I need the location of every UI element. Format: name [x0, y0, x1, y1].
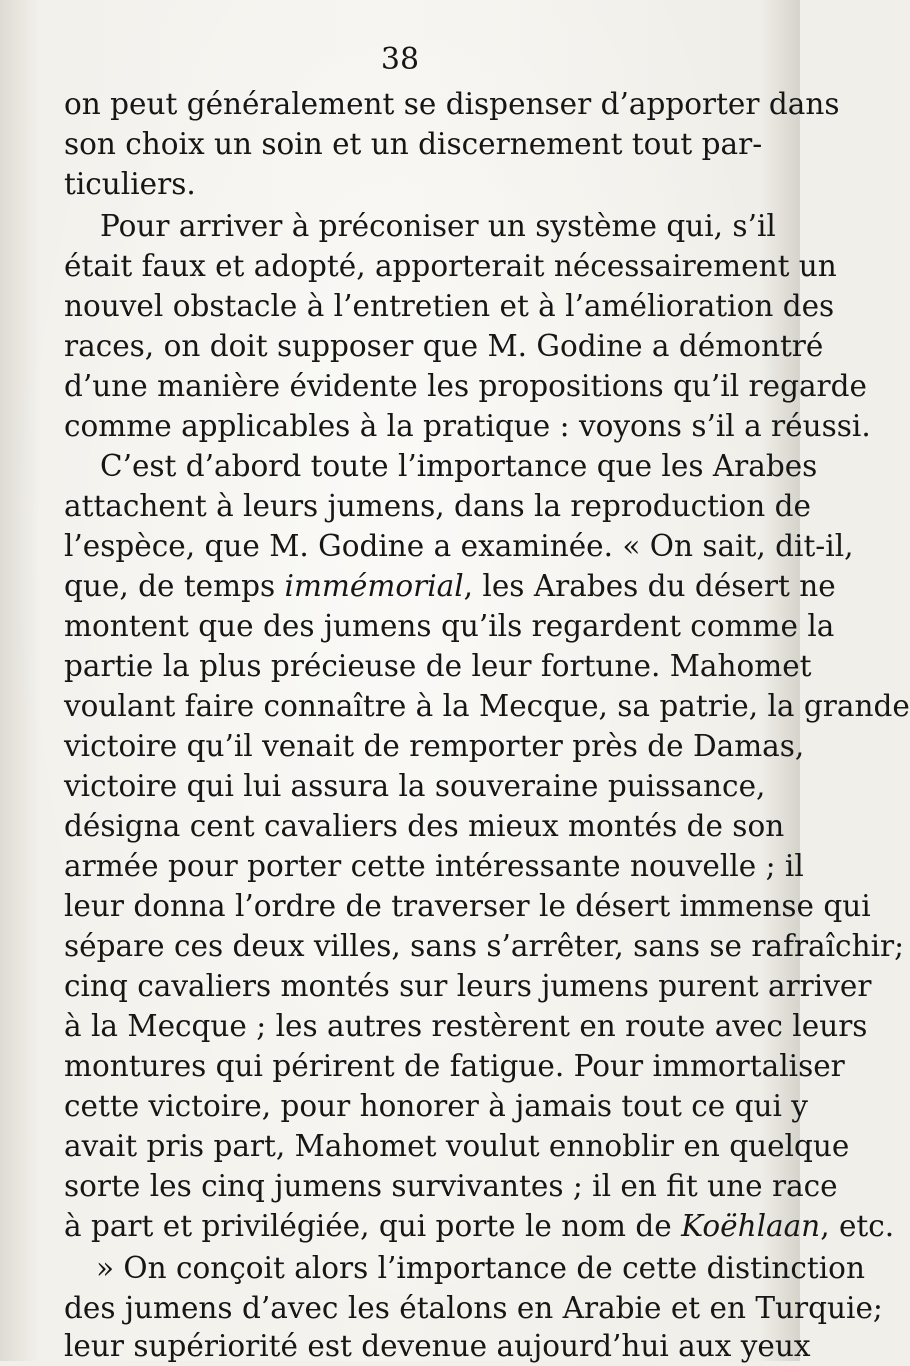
text-line: armée pour porter cette intéressante nouvelle ; il — [64, 849, 804, 883]
text-line: son choix un soin et un discernement tout par- — [64, 127, 763, 161]
text-line: victoire qu’il venait de remporter près de Damas, — [64, 729, 805, 763]
paragraph-start-line: Pour arriver à préconiser un système qui, s’il — [100, 209, 776, 243]
text-line: nouvel obstacle à l’entretien et à l’amélioration des — [64, 289, 835, 323]
text-line-with-italic — [64, 1206, 895, 1246]
text-line: voulant faire connaître à la Mecque, sa patrie, la grande — [64, 689, 910, 723]
text-line: sépare ces deux villes, sans s’arrêter, sans se rafraîchir; — [64, 929, 905, 963]
text-line: ticuliers. — [64, 167, 196, 201]
text-line: on peut généralement se dispenser d’apporter dans — [64, 87, 840, 121]
text-line: races, on doit supposer que M. Godine a démontré — [64, 329, 824, 363]
text-line: avait pris part, Mahomet voulut ennoblir en quelque — [64, 1129, 850, 1163]
text-segment: à part et privilégiée, qui porte le nom de — [64, 1209, 682, 1243]
text-line: d’une manière évidente les propositions qu’il regarde — [64, 369, 867, 403]
text-line-with-italic — [64, 566, 836, 606]
text-line: montent que des jumens qu’ils regardent comme la — [64, 609, 835, 643]
text-line: cette victoire, pour honorer à jamais tout ce qui y — [64, 1089, 808, 1123]
text-segment: que, de temps — [64, 569, 285, 603]
italic-word: immémorial — [284, 569, 464, 603]
text-line: partie la plus précieuse de leur fortune. Mahomet — [64, 649, 812, 683]
text-line: leur supériorité est devenue aujourd’hui aux yeux — [64, 1329, 811, 1363]
text-line: des jumens d’avec les étalons en Arabie et en Turquie; — [64, 1291, 883, 1325]
text-line: était faux et adopté, apporterait nécessairement un — [64, 249, 837, 283]
paragraph-start-line: C’est d’abord toute l’importance que les Arabes — [100, 449, 818, 483]
text-line: désigna cent cavaliers des mieux montés de son — [64, 809, 785, 843]
text-line: leur donna l’ordre de traverser le désert immense qui — [64, 889, 871, 923]
italic-word: Koëhlaan — [681, 1209, 821, 1243]
text-line: attachent à leurs jumens, dans la reproduction de — [64, 489, 811, 523]
text-line: montures qui périrent de fatigue. Pour immortaliser — [64, 1049, 845, 1083]
text-line: l’espèce, que M. Godine a examinée. « On sait, dit-il, — [64, 529, 854, 563]
text-line: victoire qui lui assura la souveraine puissance, — [64, 769, 766, 803]
page-number: 38 — [380, 42, 420, 77]
text-line: sorte les cinq jumens survivantes ; il en fit une race — [64, 1169, 838, 1203]
text-line: comme applicables à la pratique : voyons s’il a réussi. — [64, 409, 871, 443]
text-line: à la Mecque ; les autres restèrent en route avec leurs — [64, 1009, 868, 1043]
quote-paragraph-start-line: » On conçoit alors l’importance de cette distinction — [96, 1251, 865, 1285]
text-segment: , les Arabes du désert ne — [463, 569, 836, 603]
text-segment: , etc. — [820, 1209, 895, 1243]
text-line: cinq cavaliers montés sur leurs jumens purent arriver — [64, 969, 872, 1003]
